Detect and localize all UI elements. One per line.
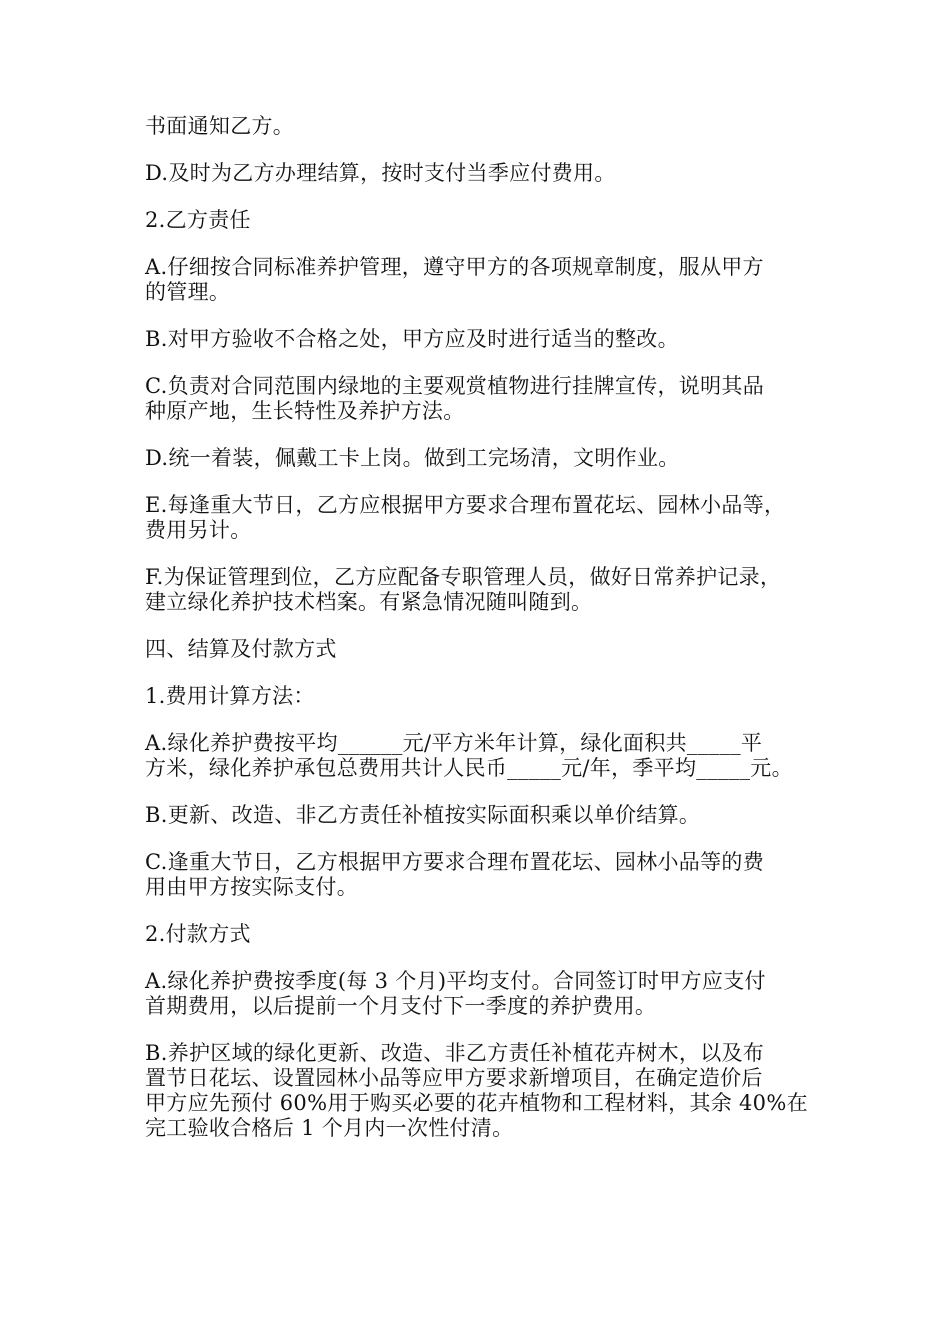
text-line: 书面通知乙方。: [145, 114, 295, 138]
text-line: B.对甲方验收不合格之处，甲方应及时进行适当的整改。: [145, 327, 679, 351]
text-line: B.养护区域的绿化更新、改造、非乙方责任补植花卉树木，以及布: [145, 1041, 765, 1065]
text-line: 完工验收合格后 1 个月内一次性付清。: [145, 1116, 514, 1140]
text-line: E.每逢重大节日，乙方应根据甲方要求合理布置花坛、园林小品等，: [145, 493, 786, 517]
paragraph: [145, 208, 825, 233]
text-line: 的管理。: [145, 280, 231, 304]
text-line: B.更新、改造、非乙方责任补植按实际面积乘以单价结算。: [145, 803, 701, 827]
text-line: C.逢重大节日，乙方根据甲方要求合理布置花坛、园林小品等的费: [145, 850, 764, 874]
paragraph: [145, 731, 825, 781]
paragraph: [145, 637, 825, 662]
text-line: D.及时为乙方办理结算，按时支付当季应付费用。: [145, 161, 616, 185]
paragraph: [145, 493, 825, 543]
paragraph: [145, 850, 825, 900]
paragraph: [145, 565, 825, 615]
paragraph: [145, 803, 825, 828]
document-body: [145, 114, 825, 1163]
paragraph: [145, 255, 825, 305]
paragraph: [145, 327, 825, 352]
paragraph: [145, 922, 825, 947]
text-line: C.负责对合同范围内绿地的主要观赏植物进行挂牌宣传，说明其品: [145, 374, 764, 398]
text-line: 首期费用，以后提前一个月支付下一季度的养护费用。: [145, 994, 657, 1018]
text-line: A.仔细按合同标准养护管理，遵守甲方的各项规章制度，服从甲方: [145, 255, 764, 279]
text-line: 1.费用计算方法：: [145, 684, 315, 708]
text-line: A.绿化养护费按季度(每 3 个月)平均支付。合同签订时甲方应支付: [145, 969, 766, 993]
paragraph: [145, 446, 825, 471]
text-line: A.绿化养护费按平均______元/平方米年计算，绿化面积共_____平: [145, 731, 763, 755]
text-line: 方米，绿化养护承包总费用共计人民币_____元/年，季平均_____元。: [145, 756, 793, 780]
paragraph: [145, 1041, 825, 1141]
text-line: 费用另计。: [145, 518, 252, 542]
text-line: 2.付款方式: [145, 922, 251, 946]
paragraph: [145, 684, 825, 709]
text-line: 建立绿化养护技术档案。有紧急情况随叫随到。: [145, 590, 593, 614]
text-line: 甲方应先预付 60%用于购买必要的花卉植物和工程材料，其余 40%在: [145, 1091, 808, 1115]
text-line: 置节日花坛、设置园林小品等应甲方要求新增项目，在确定造价后: [145, 1066, 763, 1090]
text-line: 用由甲方按实际支付。: [145, 875, 358, 899]
text-line: D.统一着装，佩戴工卡上岗。做到工完场清，文明作业。: [145, 446, 680, 470]
paragraph: [145, 114, 825, 139]
paragraph: [145, 969, 825, 1019]
paragraph: [145, 374, 825, 424]
text-line: 2.乙方责任: [145, 208, 251, 232]
paragraph: [145, 161, 825, 186]
text-line: F.为保证管理到位，乙方应配备专职管理人员，做好日常养护记录，: [145, 565, 782, 589]
text-line: 四、结算及付款方式: [145, 637, 337, 661]
text-line: 种原产地，生长特性及养护方法。: [145, 399, 465, 423]
